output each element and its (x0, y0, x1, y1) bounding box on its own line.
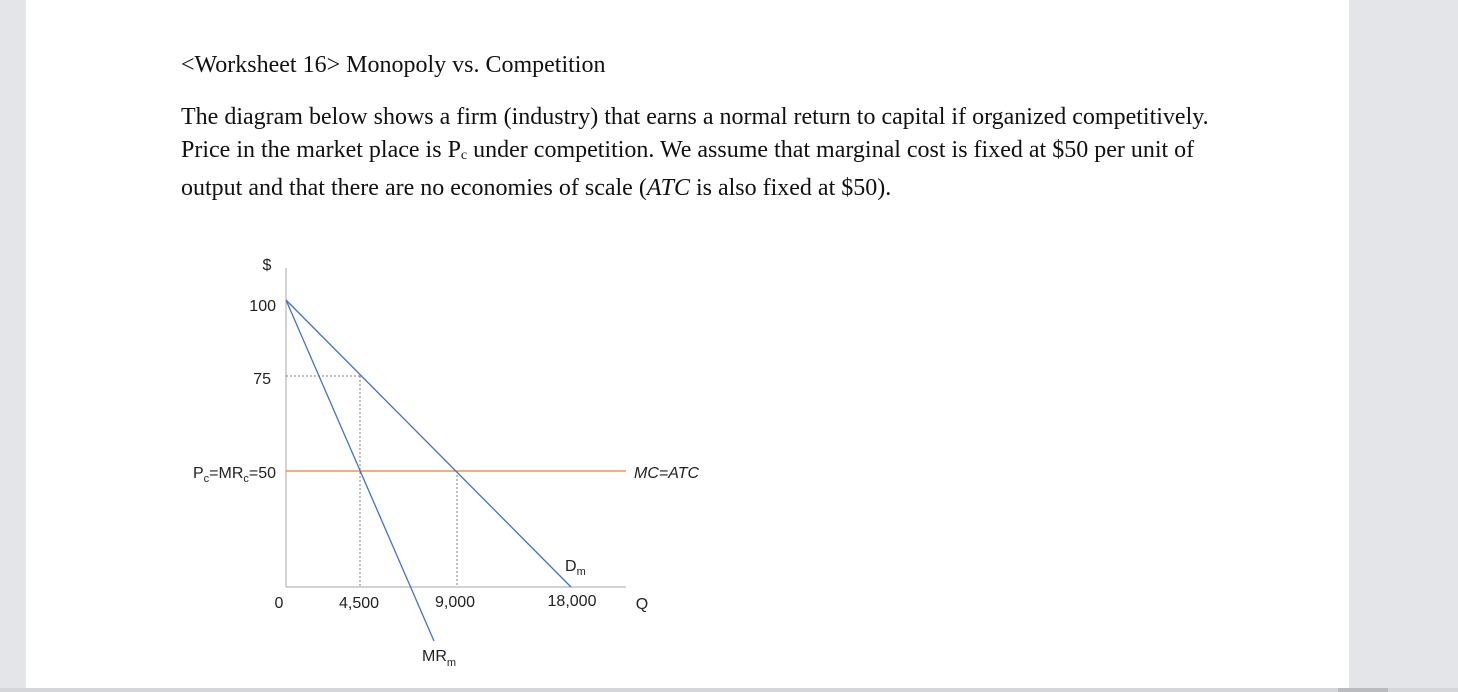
mc-atc-label: MC=ATC (634, 465, 700, 482)
y-tick-100: 100 (249, 298, 276, 315)
paragraph-text-2: under competition. We assume that marginal cost is fixed at $50 per unit of output and that there are no economies of scale ( (181, 136, 1195, 201)
x-tick-9000: 9,000 (434, 594, 476, 611)
demand-line (286, 300, 571, 587)
x-tick-4500: 4,500 (338, 595, 380, 612)
x-tick-0: 0 (274, 595, 284, 612)
paragraph-atc: ATC (646, 175, 690, 201)
demand-label: $D_m$ (565, 558, 586, 578)
paragraph-text-3: is also fixed at $50). (689, 175, 892, 201)
worksheet-title: <Worksheet 16> Monopoly vs. Competition (181, 52, 606, 78)
pc-label: $P_c=MR_c=50$ (193, 465, 277, 485)
paragraph-subscript-c: c (460, 147, 468, 163)
mr-label: $MR_m$ (422, 648, 457, 669)
x-tick-18000: 18,000 (547, 593, 597, 610)
x-axis-symbol: Q (635, 596, 649, 613)
y-axis-symbol: $ (262, 257, 272, 274)
y-tick-75: 75 (253, 371, 271, 388)
paragraph-text-1: The diagram below shows a firm (industry) that earns a normal return to capital if organized competitively. Price in the market place is P (181, 104, 1209, 163)
